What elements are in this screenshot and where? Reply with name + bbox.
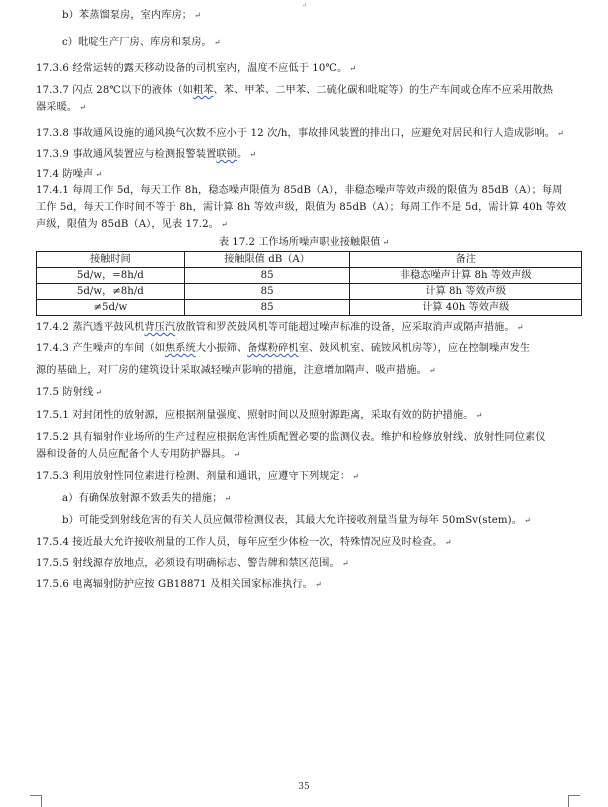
clause-17-3-7-line1: 17.3.7 闪点 28℃以下的液体（如粗苯、苯、甲苯、二甲苯、二硫化碳和吡啶等）的生产车间或仓库不应采用散热 (36, 85, 553, 96)
table-cell: 5d/w，=8h/d (37, 268, 185, 284)
table-row (37, 268, 582, 284)
section-17-4-heading: 17.4 防噪声 ↵ (36, 169, 103, 180)
clause-17-4-1-line3: 声级，限值为 85dB（A），见表 17.2。 ↵ (36, 219, 228, 230)
clause-17-5-1: 17.5.1 对封闭性的放射源，应根据剂量强度、照射时间以及照射源距离，采取有效的防护措施。 ↵ (36, 410, 483, 421)
noise-limit-table (36, 251, 582, 316)
page-number: 35 (298, 782, 310, 792)
clause-17-5-4: 17.5.4 接近最大允许接收剂量的工作人员，每年应至少体检一次，特殊情况应及时检查。 ↵ (36, 537, 452, 548)
crop-mark (568, 795, 578, 807)
clause-17-3-8: 17.3.8 事故通风设施的通风换气次数不应小于 12 次/h，事故排风装置的排出口，应避免对居民和行人造成影响。 ↵ (36, 128, 564, 139)
clause-17-5-6: 17.5.6 电离辐射防护应按 GB18871 及相关国家标准执行。 ↵ (36, 579, 322, 590)
section-17-5-heading: 17.5 防射线 ↵ (36, 387, 103, 398)
clause-17-4-3-line2: 源的基础上，对厂房的建筑设计采取减轻噪声影响的措施，注意增加隔声、吸声措施。 ↵ (36, 365, 436, 376)
clause-17-3-6: 17.3.6 经常运转的露天移动设备的司机室内，温度不应低于 10℃。 ↵ (36, 63, 357, 74)
table-cell: 85 (184, 300, 350, 316)
spellcheck-underline: 备煤粉碎机 (247, 343, 299, 354)
clause-17-5-2-line1: 17.5.2 具有辐射作业场所的生产过程应根据危害性质配置必要的监测仪表。维护和检修放射线、放射性同位素仪 (36, 432, 546, 443)
clause-17-3-9: 17.3.9 事故通风装置应与检测报警装置联锁。 ↵ (36, 149, 257, 160)
top-paragraph-mark: ↵ (302, 2, 308, 9)
table-cell: 非稳态噪声计算 8h 等效声级 (350, 268, 582, 284)
clause-17-4-2: 17.4.2 蒸汽透平鼓风机背压汽放散管和罗茨鼓风机等可能超过噪声标准的设备，应采取消声或隔声措施。 ↵ (36, 322, 524, 333)
clause-17-5-3: 17.5.3 利用放射性同位素进行检测、剂量和通讯，应遵守下列规定： ↵ (36, 471, 359, 482)
clause-17-5-2-line2: 器和设备的人员应配备个人专用防护器具。 ↵ (36, 449, 241, 460)
item-a2-line: a）有确保放射源不致丢失的措施； ↵ (62, 493, 232, 504)
crop-mark (41, 795, 51, 807)
table-header-row (37, 252, 582, 268)
spellcheck-underline: 背压汽 (144, 322, 176, 333)
table-cell: 85 (184, 284, 350, 300)
table-row (37, 284, 582, 300)
clause-17-3-7-line2: 器采暖。 ↵ (36, 102, 86, 113)
table-header-cell: 备注 (350, 252, 582, 268)
clause-17-4-1-line2: 工作 5d，每天工作时间不等于 8h，需计算 8h 等效声级，限值为 85dB（A）；每周工作不是 5d，需计算 40h 等效 (36, 202, 567, 213)
item-b2-line: b）可能受到射线危害的有关人员应佩带检测仪表，其最大允许接收剂量当量为每年 50mSv(stem)。 ↵ (62, 515, 531, 526)
table-header-cell: 接触限值 dB（A） (184, 252, 350, 268)
table-cell: 计算 8h 等效声级 (350, 284, 582, 300)
item-c-line: c）吡啶生产厂房、库房和泵房。 ↵ (62, 37, 221, 48)
table-cell: ≠5d/w (37, 300, 185, 316)
table-cell: 计算 40h 等效声级 (350, 300, 582, 316)
clause-17-4-1-line1: 17.4.1 每周工作 5d，每天工作 8h，稳态噪声限值为 85dB（A），非稳态噪声等效声级的限值为 85dB（A）；每周 (36, 185, 563, 196)
table-cell: 5d/w，≠8h/d (37, 284, 185, 300)
table-caption: 表 17.2 工作场所噪声职业接触限值 ↵ (218, 237, 390, 248)
spellcheck-underline: 焦系统 (164, 343, 196, 354)
item-b-line: b）苯蒸馏泵房，室内库房； ↵ (62, 10, 201, 21)
spellcheck-underline: 联锁 (216, 149, 237, 160)
table-cell: 85 (184, 268, 350, 284)
table-header-cell: 接触时间 (37, 252, 185, 268)
clause-17-5-5: 17.5.5 射线源存放地点，必须设有明确标志、警告牌和禁区范围。 ↵ (36, 558, 349, 569)
table-row (37, 300, 582, 316)
spellcheck-underline: 粗苯 (192, 85, 214, 96)
clause-17-4-3-line1: 17.4.3 产生噪声的车间（如焦系统大小振筛、备煤粉碎机室、鼓风机室、硫铵风机房等），应在控制噪声发生 (36, 343, 531, 354)
